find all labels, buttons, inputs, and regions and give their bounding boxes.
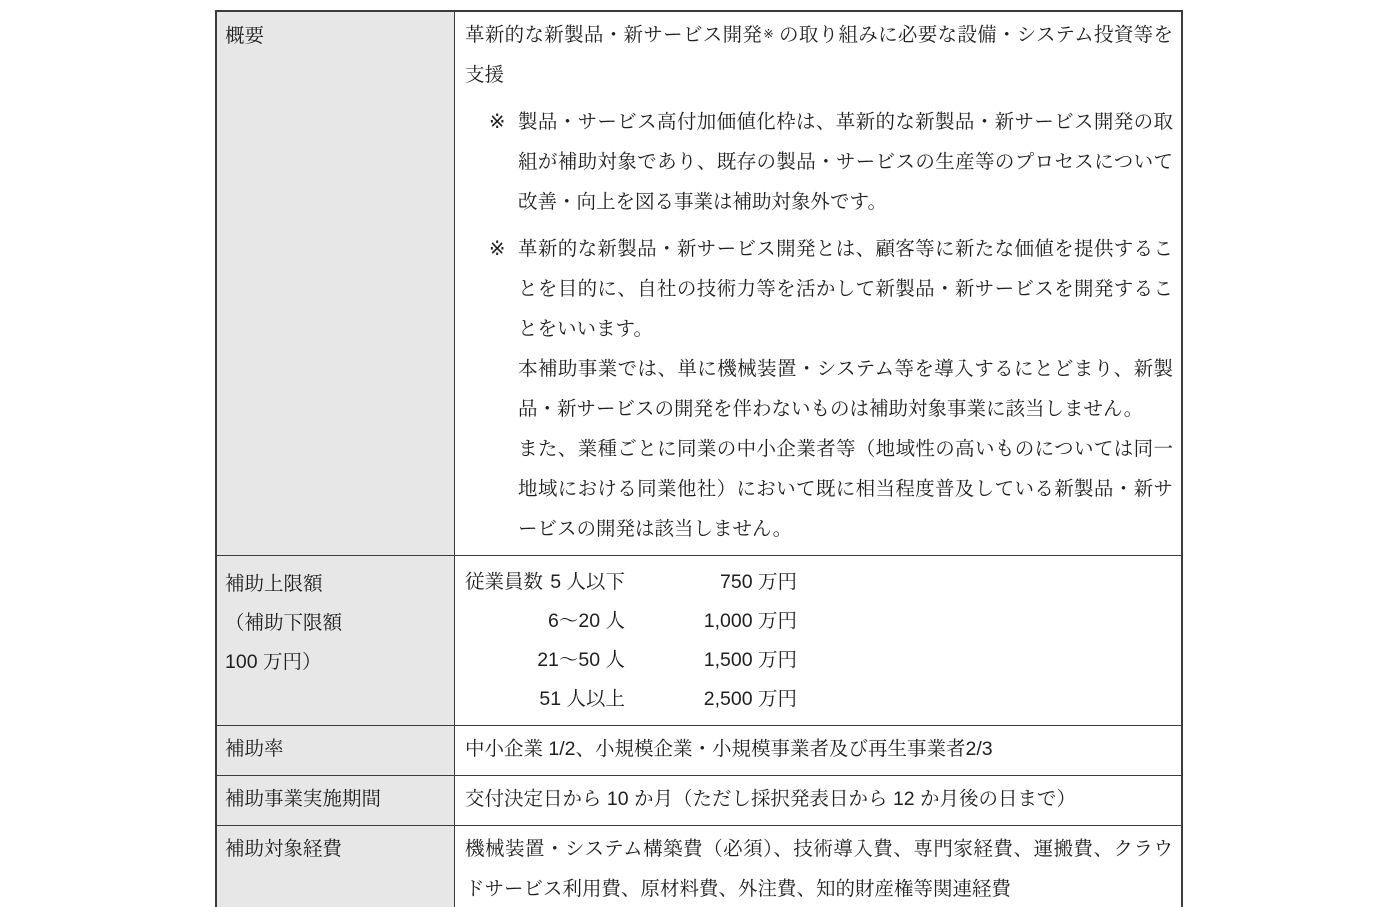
reference-mark: ※	[763, 27, 774, 41]
limit-label-line: 100 万円）	[225, 651, 322, 673]
table-row-period	[217, 775, 1181, 825]
subsidy-summary-table	[215, 10, 1183, 907]
note-paragraph: 革新的な新製品・新サービス開発とは、顧客等に新たな価値を提供することを目的に、自社の技術力等を活かして新製品・新サービスを開発することをいいます。	[518, 238, 1173, 340]
rate-value: 中小企業 1/2、小規模企業・小規模事業者及び再生事業者2/3	[465, 738, 993, 760]
overview-label-cell	[217, 12, 455, 555]
note-2-body	[518, 229, 1173, 549]
period-content-cell	[455, 776, 1181, 825]
limit-content-cell	[455, 556, 1181, 725]
limit-tier-row	[465, 602, 1173, 641]
overview-intro	[465, 15, 1173, 95]
limit-tier-row	[465, 680, 1173, 719]
note-item-1	[465, 102, 1173, 222]
tier-range: 51 人以上	[539, 688, 625, 710]
table-row-rate	[217, 725, 1181, 775]
table-row-limit	[217, 555, 1181, 725]
period-label: 補助事業実施期間	[225, 788, 382, 810]
limit-label-line: （補助下限額	[225, 612, 343, 634]
rate-content-cell	[455, 726, 1181, 775]
tier-amount: 2,500 万円	[703, 688, 797, 710]
overview-intro-text: 革新的な新製品・新サービス開発	[465, 24, 763, 46]
note-1-marker: ※	[489, 111, 506, 133]
rate-label: 補助率	[225, 738, 284, 760]
tier-range: 6～20 人	[548, 610, 625, 632]
limit-tier-row	[465, 641, 1173, 680]
tier-amount: 1,000 万円	[703, 610, 797, 632]
note-paragraph: 製品・サービス高付加価値化枠は、革新的な新製品・新サービス開発の取組が補助対象であり、既存の製品・サービスの生産等のプロセスについて改善・向上を図る事業は補助対象外です。	[518, 111, 1173, 213]
tier-prefix: 従業員数	[465, 571, 544, 593]
expenses-label: 補助対象経費	[225, 838, 343, 860]
note-paragraph: 本補助事業では、単に機械装置・システム等を導入するにとどまり、新製品・新サービスの開発を伴わないものは補助対象事業に該当しません。	[518, 358, 1173, 420]
limit-label-line: 補助上限額	[225, 573, 323, 595]
overview-content-cell	[455, 12, 1181, 555]
expenses-content-cell	[455, 826, 1181, 907]
tier-range: 5 人以下	[550, 571, 625, 593]
limit-label-cell	[217, 556, 455, 725]
note-1-body	[518, 102, 1173, 222]
note-2-marker: ※	[489, 238, 506, 260]
tier-amount: 750 万円	[720, 571, 797, 593]
tier-range: 21～50 人	[537, 649, 625, 671]
table-row-overview	[217, 12, 1181, 555]
tier-amount: 1,500 万円	[703, 649, 797, 671]
period-label-cell	[217, 776, 455, 825]
expenses-label-cell	[217, 826, 455, 907]
note-item-2	[465, 229, 1173, 549]
expenses-value: 機械装置・システム構築費（必須）、技術導入費、専門家経費、運搬費、クラウドサービス利用費、原材料費、外注費、知的財産権等関連経費	[465, 838, 1173, 900]
overview-intro-text-after: の取り組みに必要な設備・システム投資等を支援	[465, 24, 1173, 86]
limit-tier-row	[465, 563, 1173, 602]
note-paragraph: また、業種ごとに同業の中小企業者等（地域性の高いものについては同一地域における同業他社）において既に相当程度普及している新製品・新サービスの開発は該当しません。	[518, 438, 1173, 540]
rate-label-cell	[217, 726, 455, 775]
table-row-expenses	[217, 825, 1181, 907]
period-value: 交付決定日から 10 か月（ただし採択発表日から 12 か月後の日まで）	[465, 788, 1077, 810]
overview-label: 概要	[225, 25, 265, 47]
